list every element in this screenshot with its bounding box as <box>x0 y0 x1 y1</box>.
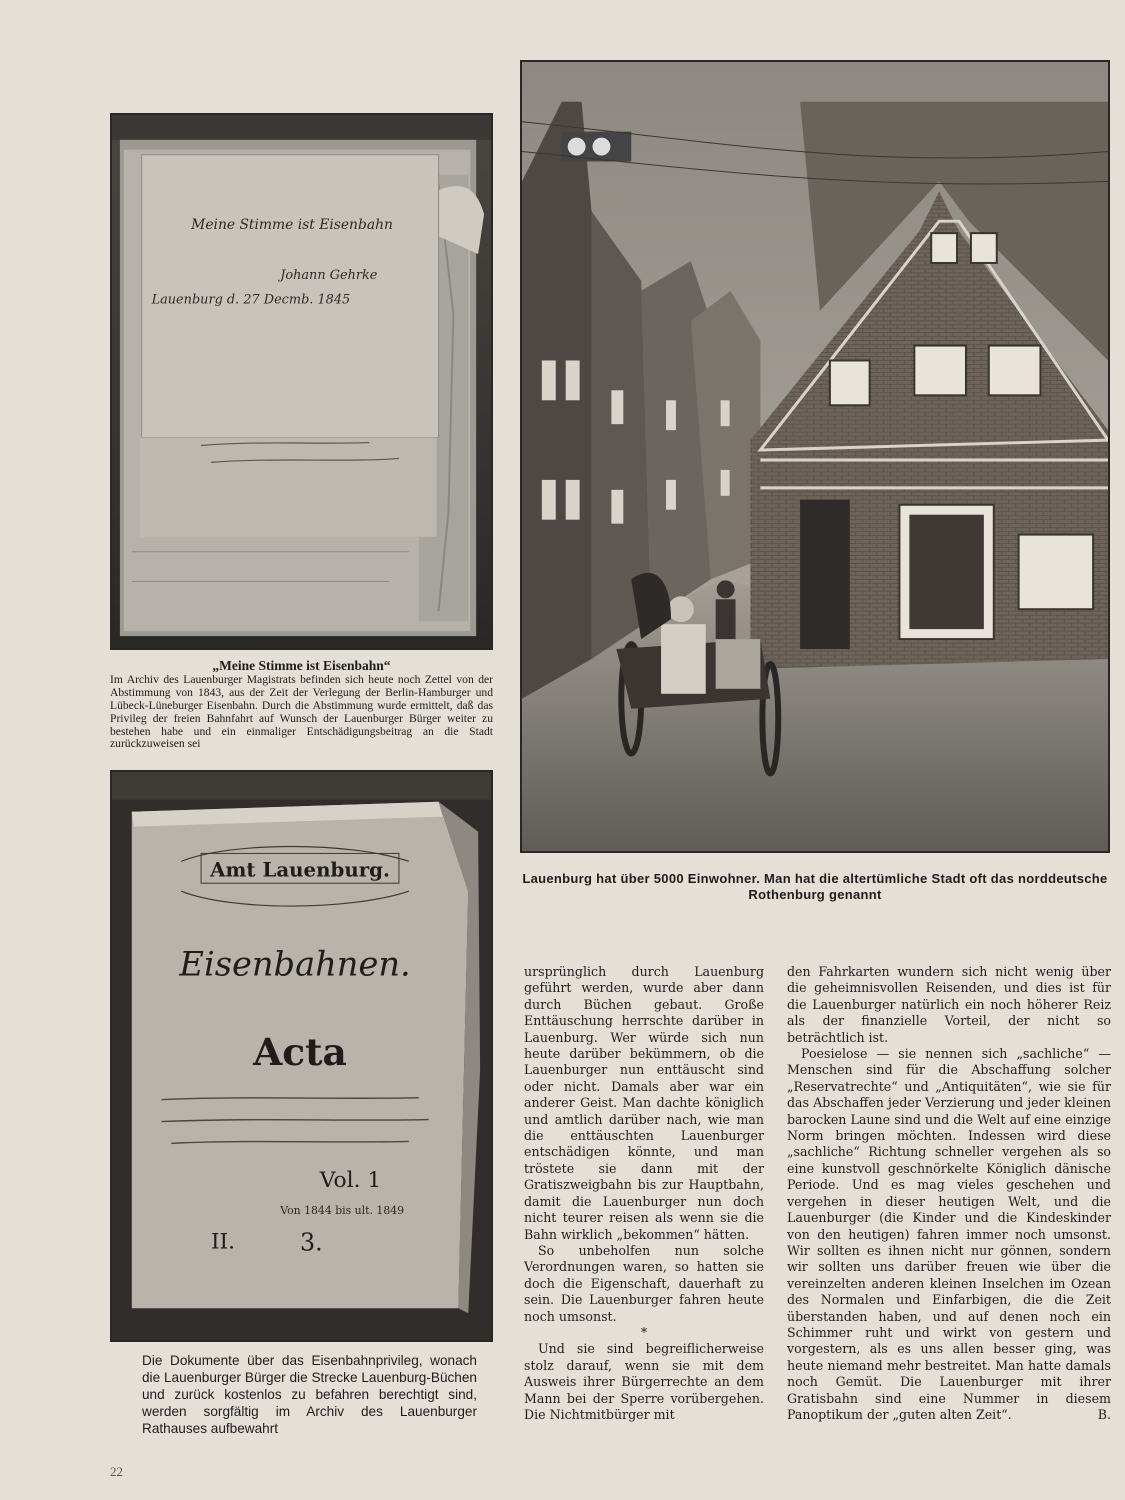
article-column-2 <box>787 964 1111 1423</box>
article-paragraph: So unbeholfen nun solche Verordnungen waren, so hatten sie doch die Eigenschaft, dauerhaft zu sein. Die Lauenburger fahren heute noch umsonst. <box>524 1242 764 1324</box>
documents-caption: Die Dokumente über das Eisenbahnprivileg, wonach die Lauenburger Bürger die Strecke Lauenburg-Büchen und zurück kostenlos zu befahren berechtigt sind, werden sorgfältig im Archiv des Lauenburger Rathauses aufbewahrt <box>142 1353 477 1436</box>
ballot-caption-title: „Meine Stimme ist Eisenbahn“ <box>212 658 391 673</box>
document-heading: Amt Lauenburg. <box>210 857 390 882</box>
article-paragraph-text: Poesielose — sie nennen sich „sachliche“ — Menschen sind für die Abschaffung solcher „Reservatrechte“ und „Antiquitäten“, wie sie für das Abschaffen jeder Verzierung und jeder kleinen barocken Laune sind und die Welt auf eine einzige Norm bringen möchten. Indessen wird diese „sachliche“ Richtung schneller vergehen als so eine kunstvoll geschnörkelte Königlich dänische Periode. Und es mag vieles geschehen und vergehen in dieser heutigen Welt, und die Lauenburger (die Kinder und die Kindeskinder von den heutigen) fahren immer noch umsonst. Wir sollten es ihnen nicht nur gönnen, sondern wir sollten uns darüber freuen wie über die vereinzelten anderen kleinen Inselchen im Ozean des Normalen und Einfarbigen, die die Zeit überstanden haben, und auf denen noch ein Schimmer ruht und wirkt von gestern und vorgestern, als es uns allen besser ging, was heute niemand mehr bestreitet. Man hatte damals noch Gemüt. Die Lauenburger mit ihrer Gratisbahn sind eine Nummer in diesem Panoptikum der „guten alten Zeit“. <box>787 1046 1111 1422</box>
author-signature: B. <box>1097 1406 1111 1422</box>
article-paragraph: den Fahrkarten wundern sich nicht wenig über die geheimnisvollen Reisenden, und dies ist für die Lauenburger natürlich ein noch höherer Reiz als der finanzielle Vorteil, der nicht so beträchtlich ist. <box>787 964 1111 1045</box>
handwriting-line-3: Lauenburg d. 27 Decmb. 1845 <box>151 292 351 308</box>
page-number: 22 <box>110 1464 123 1479</box>
document-number: 3. <box>300 1228 323 1257</box>
document-photo <box>110 770 493 1342</box>
handwriting-line-1: Meine Stimme ist Eisenbahn <box>191 217 393 234</box>
document-title: Eisenbahnen. <box>179 944 411 984</box>
document-years: Von 1844 bis ult. 1849 <box>280 1203 405 1217</box>
article-paragraph: ursprünglich durch Lauenburg geführt werden, wurde aber dann durch Büchen gebaut. Große Enttäuschung herrschte darüber in Lauenburg. Wer würde sich nun heute darüber bekümmern, ob die Lauenburger nun enttäuscht sind oder nicht. Damals aber war ein anderer Geist. Man dachte königlich und amtlich darüber nach, wie man die enttäuschten Lauenburger entschädigen könnte, und man tröstete sie dann mit der Gratiszweigbahn bis zur Hauptbahn, damit die Lauenburger nun doch nicht teurer reisen als wenn sie die Bahn wirklich „bekommen“ hätten. <box>524 964 764 1242</box>
article-paragraph: Und sie sind begreiflicherweise stolz darauf, wenn sie mit dem Ausweis ihrer Bürgerrechte an dem Mann bei der Sperre vorübergehen. Die Nichtmitbürger mit <box>524 1341 764 1422</box>
document-acta: Acta <box>253 1029 347 1074</box>
ballot-caption <box>110 660 493 751</box>
handwriting-line-2: Johann Gehrke <box>280 267 378 283</box>
ballot-photo <box>110 113 493 650</box>
article-column-1 <box>524 964 764 1423</box>
section-separator: * <box>640 1324 648 1340</box>
ballot-caption-text: Im Archiv des Lauenburger Magistrats befinden sich heute noch Zettel von der Abstimmung von 1843, aus der Zeit der Verlegung der Berlin-Hamburger und Lübeck-Lüneburger Eisenbahn. Durch die Abstimmung wurde ermittelt, daß das Privileg der freien Bahnfahrt auf Wunsch der Lauenburger Bürger weiter zu bestehen habe und ein einmaliger Entschädigungsbeitrag an die Stadt zurückzuweisen sei <box>110 672 493 751</box>
article-paragraph <box>787 1046 1111 1423</box>
town-street-photo <box>520 60 1110 853</box>
document-volume: Vol. 1 <box>319 1168 382 1194</box>
town-caption: Lauenburg hat über 5000 Einwohner. Man hat die altertümliche Stadt oft das norddeutsche Rothenburg genannt <box>522 871 1108 902</box>
document-roman: II. <box>210 1229 236 1255</box>
